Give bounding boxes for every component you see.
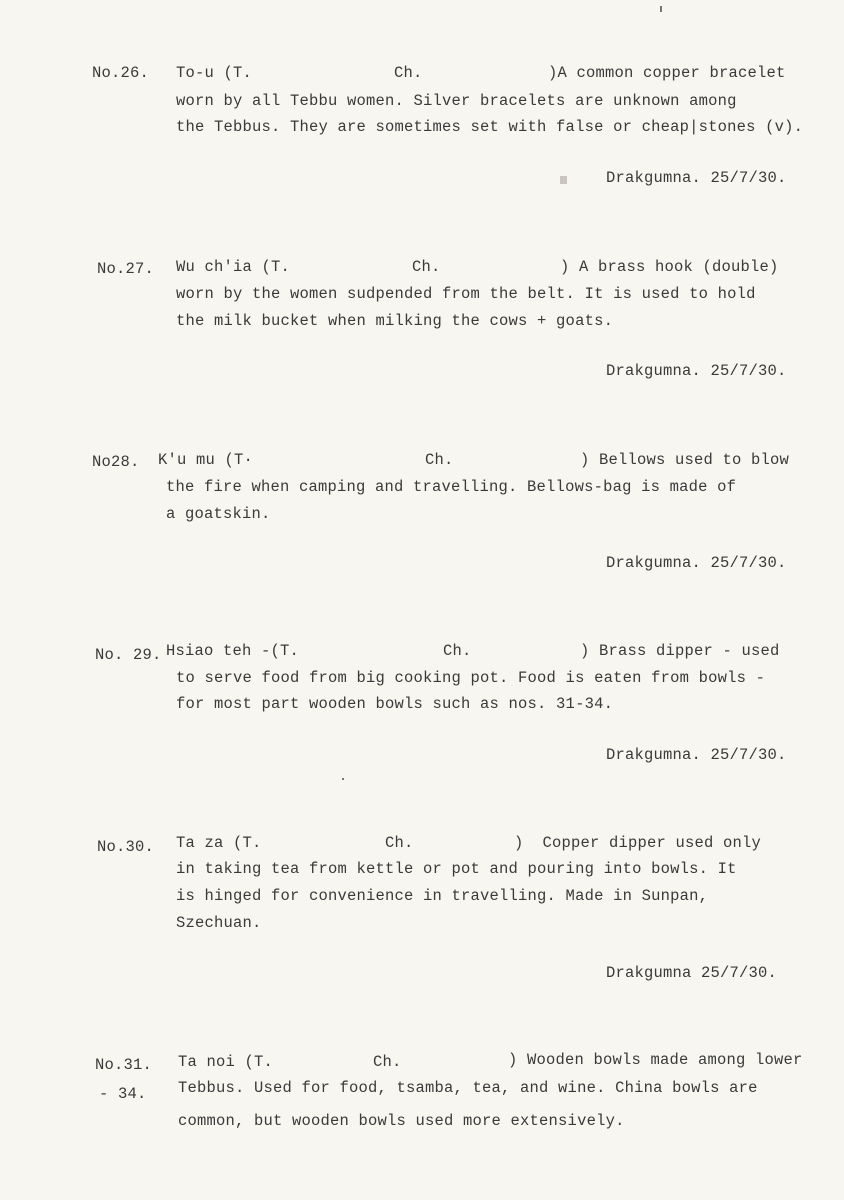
entry-name: Hsiao teh -(T. [166,642,300,660]
entry-name: Wu ch'ia (T. [176,258,291,276]
entry-name: To-u (T. [176,64,253,82]
entry-description-line: the milk bucket when milking the cows + goats. [176,312,614,330]
entry-signature: Drakgumna. 25/7/30. [606,362,787,380]
ink-speck [342,778,344,780]
entry-chinese-label: Ch. [443,642,472,660]
entry-name: Ta za (T. [176,834,262,852]
entry-signature: Drakgumna. 25/7/30. [606,746,787,764]
entry-description-line: is hinged for convenience in travelling. Made in Sunpan, [176,887,709,905]
entry-description-line: worn by all Tebbu women. Silver bracelets are unknown among [176,92,737,110]
entry-number: No.26. [92,64,150,82]
entry-chinese-label: Ch. [425,451,454,469]
entry-signature: Drakgumna. 25/7/30. [606,169,787,187]
ink-speck [660,6,662,12]
entry-signature: Drakgumna 25/7/30. [606,964,778,982]
entry-description-line: a goatskin. [166,505,271,523]
entry-description-line: common, but wooden bowls used more extensively. [178,1112,625,1130]
entry-name: Ta noi (T. [178,1053,274,1071]
entry-number: No.31. [95,1056,153,1074]
entry-description-line: worn by the women sudpended from the belt. It is used to hold [176,285,756,303]
entry-description-line: for most part wooden bowls such as nos. 31-34. [176,695,614,713]
entry-description: ) Brass dipper - used [580,642,780,660]
entry-description: ) A brass hook (double) [560,258,779,276]
entry-description-line: in taking tea from kettle or pot and pouring into bowls. It [176,860,737,878]
ink-speck [560,176,567,184]
entry-description: ) Copper dipper used only [514,834,762,852]
entry-description: )A common copper bracelet [548,64,786,82]
entry-signature: Drakgumna. 25/7/30. [606,554,787,572]
entry-number: No.30. [97,838,155,856]
entry-number-range: - 34. [99,1085,147,1103]
entry-chinese-label: Ch. [412,258,441,276]
entry-description-line: the fire when camping and travelling. Bellows-bag is made of [166,478,737,496]
entry-number: No28. [92,453,140,471]
entry-number: No.27. [97,260,155,278]
entry-chinese-label: Ch. [385,834,414,852]
entry-description-line: Szechuan. [176,914,262,932]
entry-description: ) Bellows used to blow [580,451,790,469]
entry-description-line: the Tebbus. They are sometimes set with false or cheap|stones (v). [176,118,804,136]
entry-chinese-label: Ch. [373,1053,402,1071]
entry-description-line: Tebbus. Used for food, tsamba, tea, and wine. China bowls are [178,1079,758,1097]
entry-description-line: to serve food from big cooking pot. Food is eaten from bowls - [176,669,766,687]
entry-description: ) Wooden bowls made among lower [508,1051,803,1069]
entry-name: K'u mu (T· [158,451,254,469]
entry-number: No. 29. [95,646,162,664]
entry-chinese-label: Ch. [394,64,423,82]
